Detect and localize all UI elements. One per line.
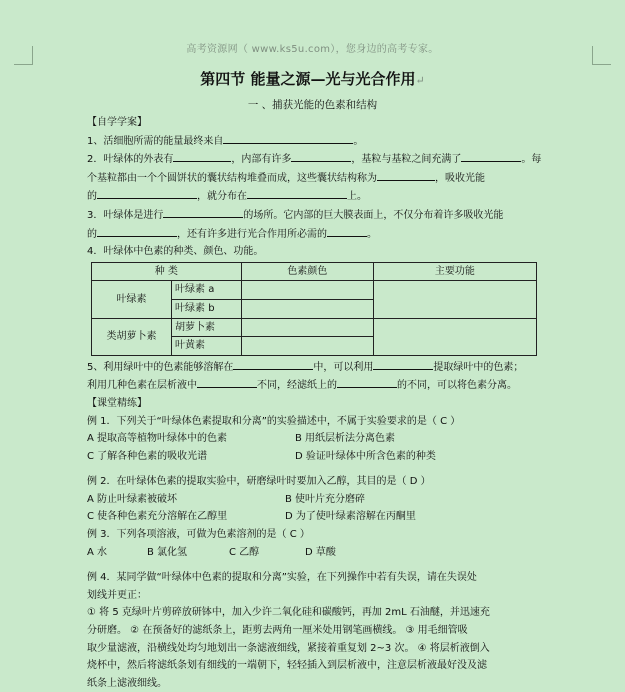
document-body [87,114,547,692]
page-header: 高考资源网（ www.ks5u.com），您身边的高考专家。 [186,44,439,55]
example-1-options: C 了解各种色素的吸收光谱 D 验证叶绿体中所含色素的种类 [87,450,436,462]
table-cell: 叶绿素 b [172,299,242,318]
page-title [0,68,625,89]
question-2-line-1: 2．叶绿体的外表有 ，内部有许多 ，基粒与基粒之间充满了 。每 [87,150,547,169]
example-2-options: A 防止叶绿素被破坏 B 使叶片充分磨碎 [87,493,366,505]
table-row [92,281,537,300]
table-cell: 叶黄素 [172,337,242,356]
table-header-cell: 主要功能 [373,262,536,281]
example-4-steps: ① 将 5 克绿叶片剪碎放研钵中，加入少许二氧化硅和碳酸钙，再加 2mL 石油醚，并迅速充 [87,607,490,619]
table-cell [241,318,373,337]
table-cell [241,337,373,356]
example-1-options: A 提取高等植物叶绿体中的色素 B 用纸层析法分离色素 [87,433,396,445]
table-group-cell: 叶绿素 [92,281,172,318]
table-header-row [92,262,537,281]
example-4-question: 例 4．某同学做“叶绿体中色素的提取和分离”实验，在下列操作中若有失误，请在失误处 [87,572,477,584]
table-cell: 胡萝卜素 [172,318,242,337]
table-group-cell: 类胡萝卜素 [92,318,172,355]
example-4-steps: 取少量滤液，沿横线处均匀地划出一条滤液细线，紧接着重复划 2~3 次。 ④ 将层析液倒入 [87,642,490,654]
question-3-line-2: 的 ，还有许多进行光合作用所必需的 。 [87,225,547,244]
pigment-table [91,262,537,356]
title-text: 第四节 能量之源—光与光合作用 [200,70,416,88]
example-4-steps: 纸条上滤液细线。 [87,677,167,689]
question-2-line-3: 的 ，就分布在 上。 [87,187,547,206]
question-5-line-2: 利用几种色素在层析液中 不同，经滤纸上的 的不同，可以将色素分离。 [87,376,547,395]
table-cell [373,318,536,355]
question-5-line-1: 5、利用绿叶中的色素能够溶解在 中，可以利用 提取绿叶中的色素； [87,358,547,377]
table-header-cell: 色素颜色 [241,262,373,281]
table-cell: 叶绿素 a [172,281,242,300]
subheading: 【课堂精练】 [87,397,147,409]
table-header-cell: 种 类 [92,262,242,281]
example-4-steps: 烧杯中，然后将滤纸条划有细线的一端朝下，轻轻插入到层析液中，注意层析液最好没及滤 [87,660,487,672]
subheading: 【自学学案】 [87,117,147,128]
table-row [92,318,537,337]
example-4-question: 划线并更正： [87,589,147,601]
example-3-options: A 水 B 氯化氢 C 乙醇 D 草酸 [87,546,336,558]
example-1-question: 例 1．下列关于“叶绿体色素提取和分离”的实验描述中，不属于实验要求的是（ C ） [87,415,461,427]
question-3-line-1: 3．叶绿体是进行 的场所。它内部的巨大膜表面上，不仅分布着许多吸收光能 [87,206,547,225]
example-2-question: 例 2．在叶绿体色素的提取实验中，研磨绿叶时要加入乙醇，其目的是（ D ） [87,476,431,488]
question-1: 1、活细胞所需的能量最终来自 。 [87,132,547,151]
section-heading: 一 、捕获光能的色素和结构 [247,99,378,111]
table-cell [241,299,373,318]
example-2-options: C 使各种色素充分溶解在乙醇里 D 为了使叶绿素溶解在丙酮里 [87,511,416,523]
question-2-line-2: 个基粒都由一个个圆饼状的囊状结构堆叠而成，这些囊状结构称为 ，吸收光能 [87,169,547,188]
example-3-question: 例 3．下列各项溶液，可做为色素溶剂的是（ C ） [87,529,310,541]
paragraph-mark: ↵ [415,74,425,87]
table-cell [373,281,536,318]
example-4-steps: 分研磨。 ② 在预备好的滤纸条上，距剪去两角一厘米处用钢笔画横线。 ③ 用毛细管吸 [87,625,468,637]
table-cell [241,281,373,300]
question-4: 4．叶绿体中色素的种类、颜色、功能。 [87,246,264,258]
